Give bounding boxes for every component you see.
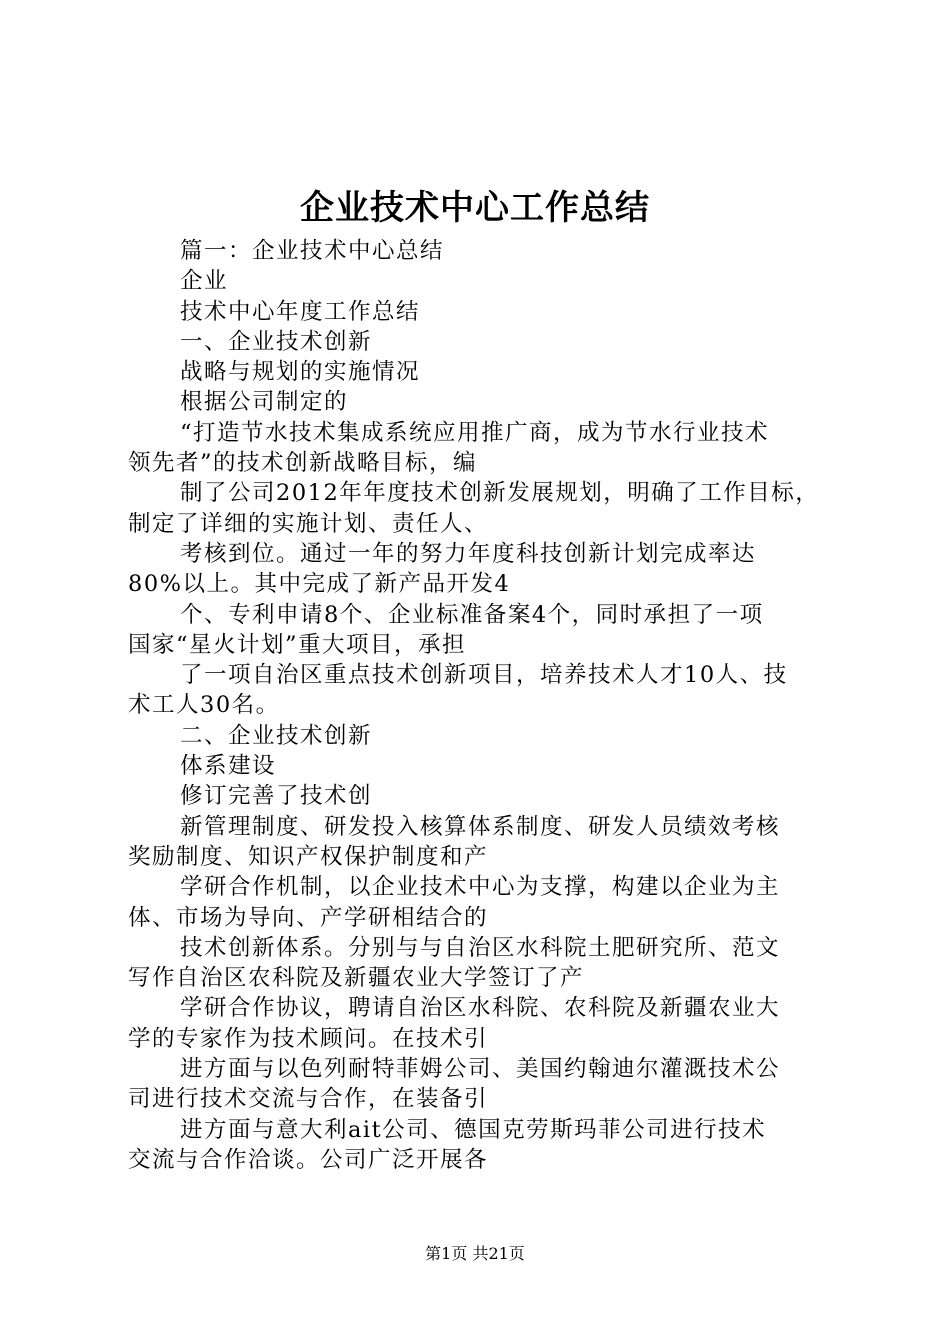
body-line: 制定了详细的实施计划、责任人、 [128,510,489,537]
body-line: 体系建设 [180,753,277,780]
body-line: 国家“星火计划”重大项目，承担 [128,631,467,658]
body-line: 新管理制度、研发投入核算体系制度、研发人员绩效考核 [180,813,781,840]
document-body [128,236,828,1175]
body-line: 修订完善了技术创 [180,783,373,810]
body-line: 考核到位。通过一年的努力年度科技创新计划完成率达 [180,540,757,567]
body-line: “打造节水技术集成系统应用推广商，成为节水行业技术 [180,419,770,446]
body-line: 一、企业技术创新 [180,328,373,355]
body-line: 写作自治区农科院及新疆农业大学签订了产 [128,965,585,992]
body-line: 学的专家作为技术顾问。在技术引 [128,1025,489,1052]
body-line: 进方面与以色列耐特菲姆公司、美国约翰迪尔灌溉技术公 [180,1056,781,1083]
body-line: 篇一：企业技术中心总结 [180,238,445,264]
body-line: 技术中心年度工作总结 [180,298,421,325]
body-line: 术工人30名。 [128,692,280,719]
body-line: 交流与合作洽谈。公司广泛开展各 [128,1146,489,1173]
page-footer: 第1页 共21页 [425,1244,525,1263]
body-line: 二、企业技术创新 [180,722,373,749]
body-line: 体、市场为导向、产学研相结合的 [128,904,489,931]
body-line: 进方面与意大利ait公司、德国克劳斯玛菲公司进行技术 [180,1116,767,1143]
body-line: 制了公司2012年年度技术创新发展规划，明确了工作目标， [180,480,820,507]
body-line: 80%以上。其中完成了新产品开发4 [128,571,511,598]
body-line: 技术创新体系。分别与与自治区水科院土肥研究所、范文 [180,934,781,961]
body-line: 学研合作机制，以企业技术中心为支撑，构建以企业为主 [180,874,781,901]
body-line: 根据公司制定的 [180,389,349,416]
body-line: 奖励制度、知识产权保护制度和产 [128,843,489,870]
body-line: 司进行技术交流与合作，在装备引 [128,1086,489,1113]
body-line: 个、专利申请8个、企业标准备案4个，同时承担了一项 [180,601,764,628]
body-line: 学研合作协议，聘请自治区水科院、农科院及新疆农业大 [180,995,781,1022]
body-line: 领先者”的技术创新战略目标，编 [128,450,478,477]
document-title: 企业技术中心工作总结 [300,188,650,228]
body-line: 战略与规划的实施情况 [180,359,421,386]
body-line: 企业 [180,268,229,295]
body-line: 了一项自治区重点技术创新项目，培养技术人才10人、技 [180,662,788,689]
